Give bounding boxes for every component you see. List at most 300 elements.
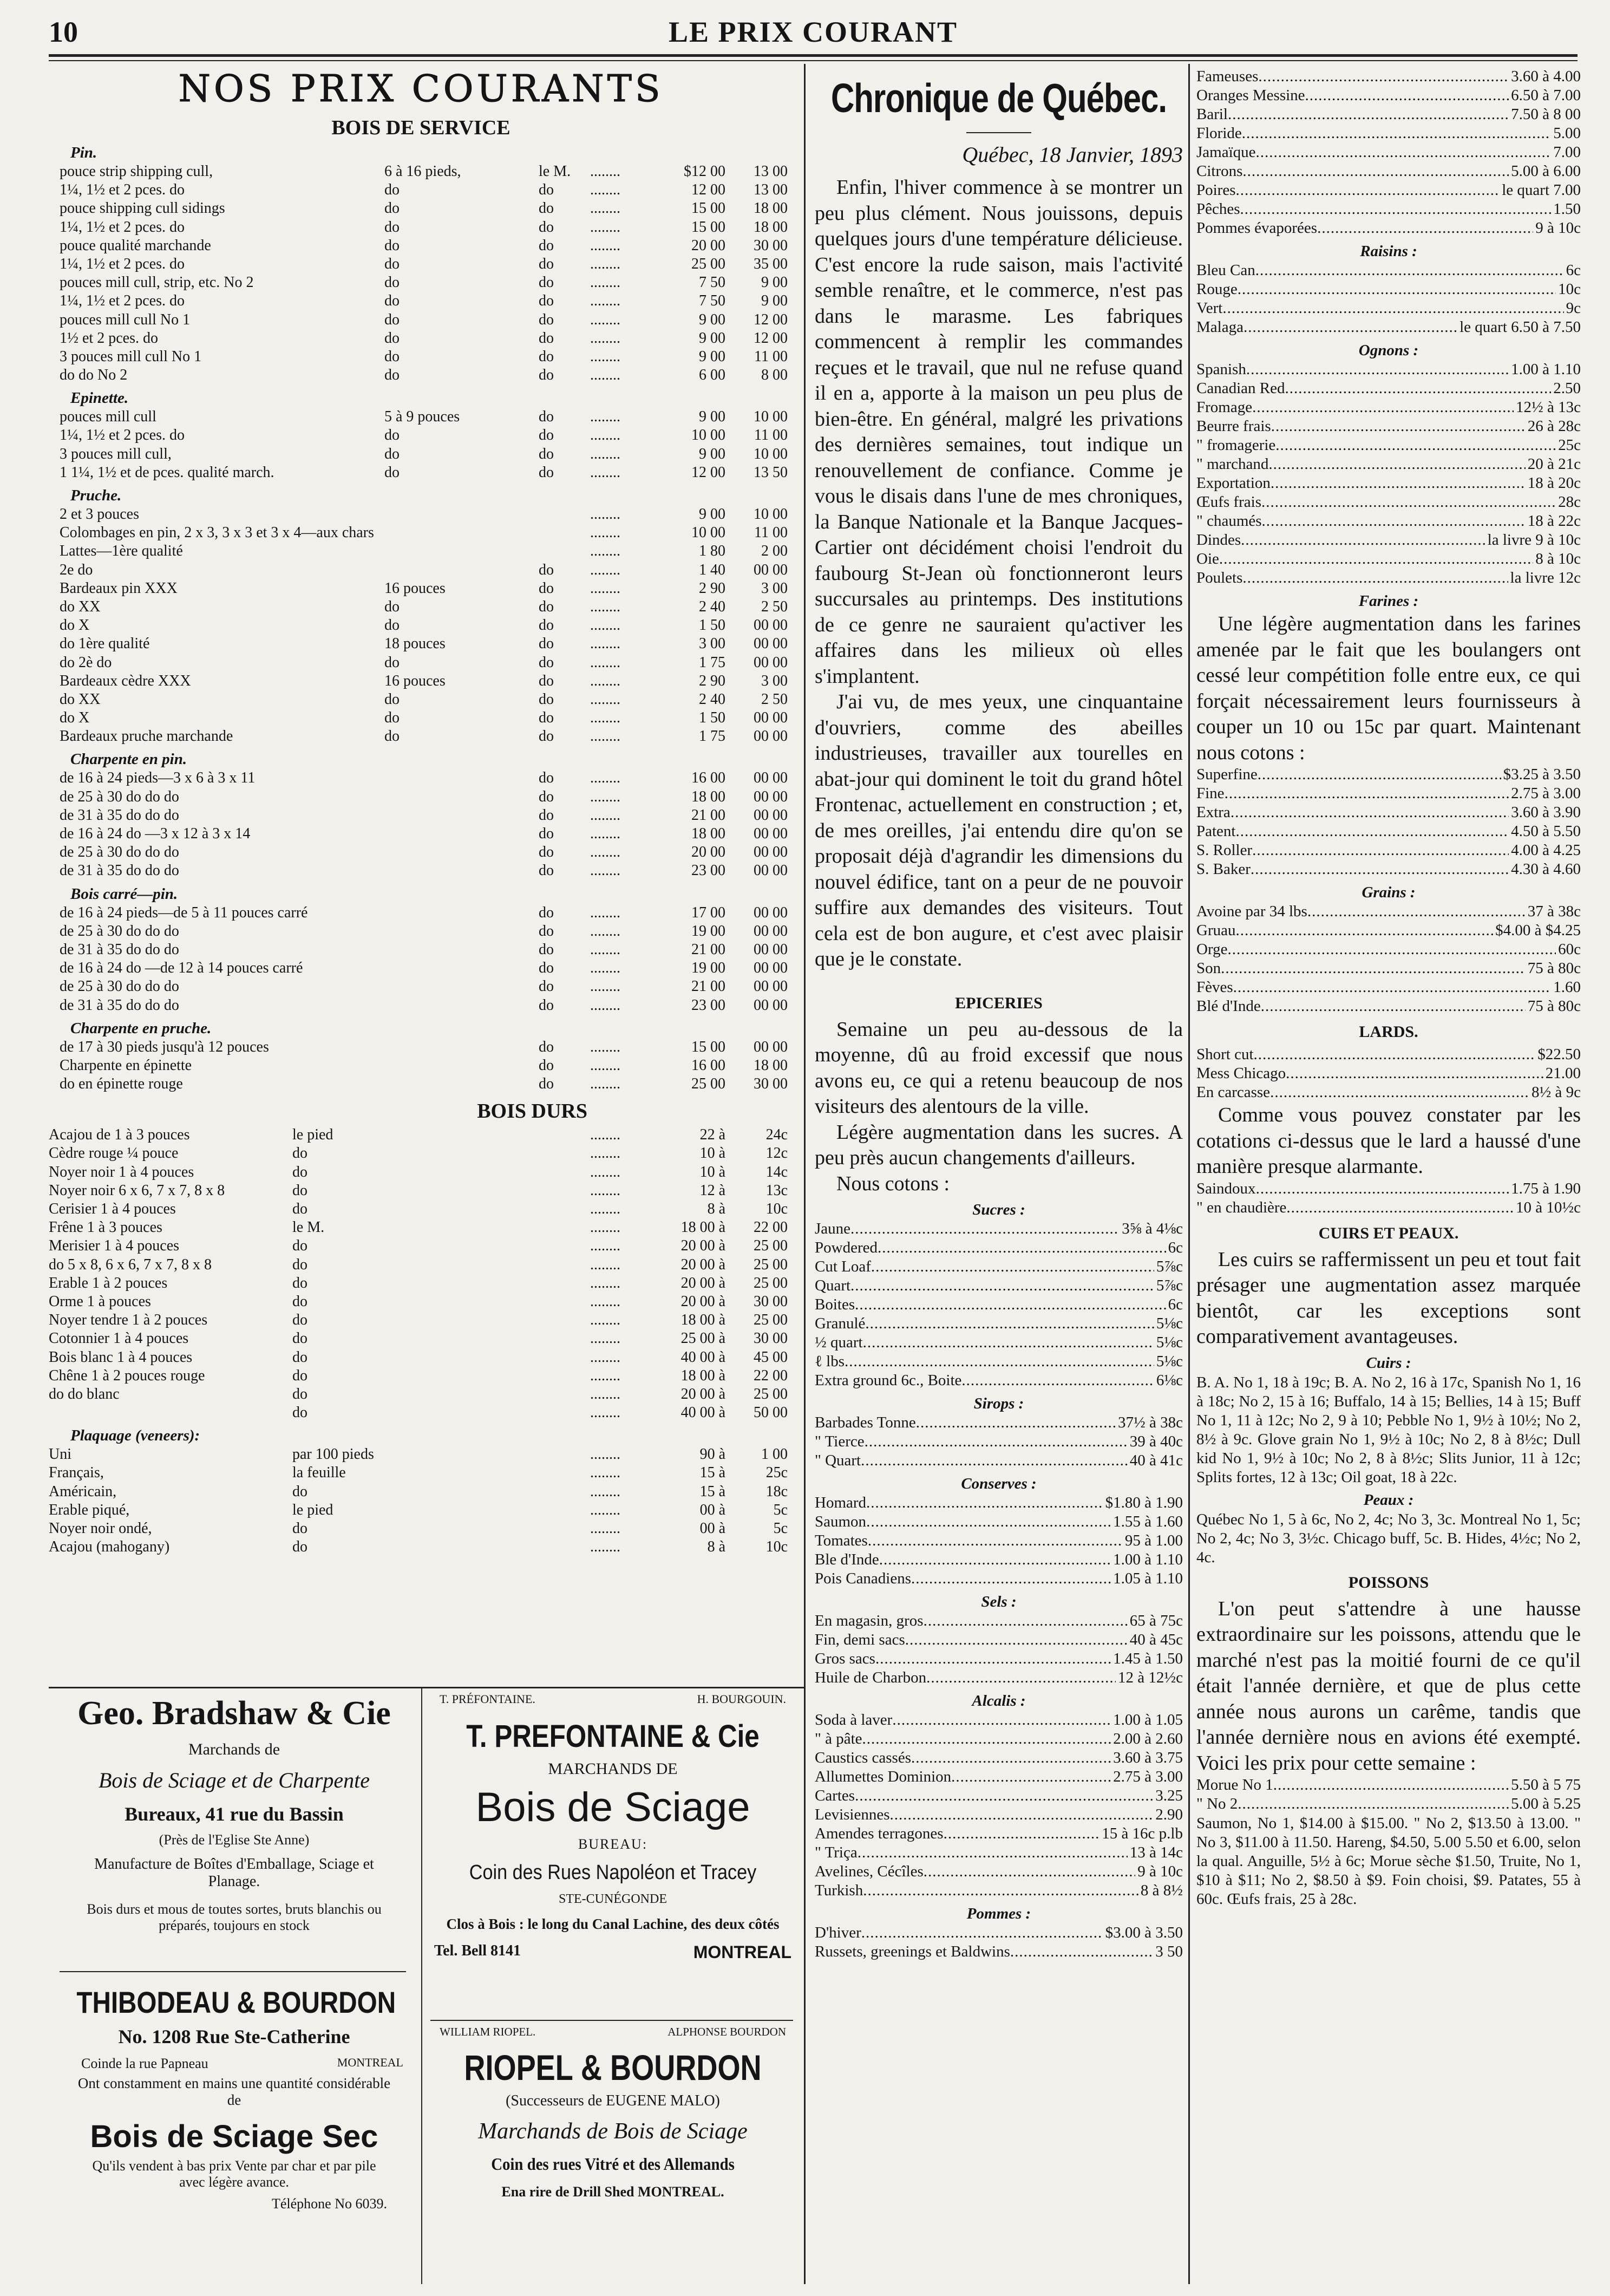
item-spec: do bbox=[384, 181, 400, 199]
item-dots: ........ bbox=[590, 1483, 620, 1500]
price-high: 25 00 bbox=[754, 1256, 788, 1273]
item-unit: do bbox=[539, 617, 554, 634]
item-spec: do bbox=[384, 690, 400, 708]
price-row bbox=[815, 1924, 1183, 1943]
item-dots: ........ bbox=[590, 218, 620, 236]
item-unit: do bbox=[539, 274, 554, 291]
price-low: 9 00 bbox=[699, 311, 725, 328]
item-price: 4.00 à 4.25 bbox=[1511, 842, 1581, 859]
price-low: 19 00 bbox=[691, 922, 725, 940]
item-dots: ........ bbox=[590, 941, 620, 958]
price-high: 00 00 bbox=[754, 960, 788, 977]
item-dots: ........ bbox=[590, 1330, 620, 1347]
leader-dots bbox=[1258, 68, 1509, 87]
price-low: 10 00 bbox=[691, 524, 725, 542]
item-dots: ........ bbox=[590, 348, 620, 365]
price-row bbox=[49, 464, 793, 482]
masthead-rule-thin bbox=[49, 60, 1578, 61]
price-row bbox=[49, 580, 793, 598]
item-price: 3 50 bbox=[1155, 1943, 1183, 1960]
leader-dots bbox=[1010, 1943, 1153, 1962]
leader-dots bbox=[868, 1532, 1123, 1551]
item-price: 2.75 à 3.00 bbox=[1113, 1768, 1183, 1785]
item-spec: do bbox=[384, 255, 400, 272]
leader-dots bbox=[1231, 804, 1509, 823]
item-spec: do bbox=[384, 200, 400, 217]
ad-line: Clos à Bois : le long du Canal Lachine, des deux côtés bbox=[446, 1916, 780, 1932]
newspaper-title: LE PRIX COURANT bbox=[668, 16, 958, 48]
item-unit: do bbox=[539, 255, 554, 272]
item-name: Citrons bbox=[1196, 162, 1243, 180]
item-dots: ........ bbox=[590, 163, 620, 180]
item-spec: do bbox=[384, 274, 400, 291]
price-row bbox=[49, 1219, 793, 1237]
ad-line: Manufacture de Boîtes d'Emballage, Sciage et Planage. bbox=[94, 1856, 374, 1890]
item-unit: do bbox=[539, 788, 554, 805]
item-name: Jaune bbox=[815, 1220, 851, 1237]
item-price: 6c bbox=[1566, 262, 1581, 279]
item-price: le quart 7.00 bbox=[1502, 181, 1581, 199]
price-high: 00 00 bbox=[754, 996, 788, 1014]
item-dots: ........ bbox=[590, 672, 620, 689]
price-high: 10 00 bbox=[754, 408, 788, 426]
item-spec: do bbox=[384, 237, 400, 254]
item-name: Blé d'Inde bbox=[1196, 997, 1261, 1015]
item-name: Pommes évaporées bbox=[1196, 219, 1318, 237]
price-high: 00 00 bbox=[754, 617, 788, 634]
item-unit: do bbox=[292, 1538, 307, 1556]
item-price: 4.50 à 5.50 bbox=[1511, 823, 1581, 840]
item-price: 3.25 bbox=[1155, 1787, 1183, 1804]
item-unit: do bbox=[539, 181, 554, 199]
price-row bbox=[815, 1749, 1183, 1768]
leader-dots bbox=[855, 1787, 1153, 1806]
item-unit: do bbox=[539, 1038, 554, 1055]
item-unit: do bbox=[292, 1312, 307, 1329]
price-high: 25 00 bbox=[754, 1312, 788, 1329]
item-name: Tomates bbox=[815, 1532, 868, 1549]
price-high: 25 00 bbox=[754, 1385, 788, 1403]
price-subheading: Ognons : bbox=[1358, 342, 1419, 359]
item-name: " à pâte bbox=[815, 1730, 862, 1747]
item-spec: do bbox=[384, 445, 400, 462]
price-row bbox=[49, 904, 793, 923]
item-name: Quart bbox=[815, 1277, 851, 1294]
item-spec: 18 pouces bbox=[384, 635, 446, 653]
price-subheading: Sirops : bbox=[973, 1395, 1024, 1412]
price-high: 25c bbox=[765, 1464, 788, 1482]
leader-dots bbox=[866, 1494, 1103, 1513]
price-subheading: Bois carré—pin. bbox=[70, 885, 178, 903]
price-row bbox=[1196, 68, 1581, 87]
ad-thibodeau bbox=[49, 1985, 420, 2212]
item-price: 25c bbox=[1558, 436, 1581, 454]
price-row bbox=[815, 1353, 1183, 1372]
price-row bbox=[49, 274, 793, 292]
leader-dots bbox=[1246, 361, 1509, 380]
item-price: 13 à 14c bbox=[1129, 1844, 1183, 1861]
item-price: 37 à 38c bbox=[1527, 903, 1581, 920]
item-name: do 1ère qualité bbox=[60, 635, 150, 653]
price-high: 00 00 bbox=[754, 654, 788, 671]
price-high: 35 00 bbox=[754, 255, 788, 272]
price-row bbox=[815, 1239, 1183, 1258]
price-row bbox=[1196, 144, 1581, 162]
ad-line: (Près de l'Eglise Ste Anne) bbox=[159, 1832, 310, 1848]
price-low: 00 à bbox=[699, 1501, 725, 1518]
item-price: 5.00 à 5.25 bbox=[1511, 1795, 1581, 1812]
price-row bbox=[815, 1612, 1183, 1631]
price-high: 2 50 bbox=[761, 690, 788, 708]
item-name: S. Roller bbox=[1196, 842, 1253, 859]
leader-dots bbox=[1238, 1795, 1509, 1814]
section-heading-cuirs: CUIRS ET PEAUX. bbox=[1318, 1224, 1459, 1242]
item-dots: ........ bbox=[590, 904, 620, 921]
item-spec: do bbox=[384, 329, 400, 347]
item-unit: do bbox=[292, 1520, 307, 1537]
item-name: de 25 à 30 do do do bbox=[60, 922, 179, 940]
item-name: Bleu Can bbox=[1196, 262, 1255, 279]
item-price: 40 à 45c bbox=[1129, 1631, 1183, 1648]
price-low: 2 90 bbox=[699, 579, 725, 597]
item-price: 9 à 10c bbox=[1535, 219, 1581, 237]
item-price: 12 à 12½c bbox=[1118, 1669, 1183, 1686]
item-name: " en chaudière bbox=[1196, 1198, 1287, 1216]
item-dots: ........ bbox=[590, 1446, 620, 1463]
price-row bbox=[49, 1275, 793, 1293]
item-price: le quart 6.50 à 7.50 bbox=[1460, 318, 1581, 336]
leader-dots bbox=[911, 1570, 1111, 1589]
item-name: " Tierce bbox=[815, 1433, 865, 1450]
item-spec: do bbox=[384, 311, 400, 328]
item-unit: do bbox=[292, 1483, 307, 1500]
item-price: 5.50 à 5 75 bbox=[1511, 1776, 1581, 1793]
item-name: Granulé bbox=[815, 1315, 866, 1332]
item-name: Orge bbox=[1196, 941, 1228, 958]
price-row bbox=[49, 1538, 793, 1557]
price-high: 50 00 bbox=[754, 1404, 788, 1421]
item-name: 3 pouces mill cull No 1 bbox=[60, 348, 202, 365]
item-name: ½ quart bbox=[815, 1334, 863, 1351]
item-name: do XX bbox=[60, 598, 101, 615]
price-row bbox=[49, 1502, 793, 1520]
price-low: 9 00 bbox=[699, 348, 725, 365]
item-price: 2.90 bbox=[1155, 1806, 1183, 1823]
price-high: 9 00 bbox=[761, 292, 788, 310]
price-low: 1 50 bbox=[699, 617, 725, 634]
item-unit: do bbox=[292, 1201, 307, 1217]
chronicle-column bbox=[815, 68, 1183, 2288]
price-high: 00 00 bbox=[754, 728, 788, 745]
ad-phone: Téléphone No 6039. bbox=[271, 2196, 387, 2212]
item-name: " fromagerie bbox=[1196, 436, 1276, 454]
price-row bbox=[49, 1237, 793, 1256]
leader-dots bbox=[861, 1924, 1103, 1943]
item-name: Caustics cassés bbox=[815, 1749, 911, 1766]
section-heading-lards: LARDS. bbox=[1359, 1023, 1418, 1041]
item-dots: ........ bbox=[590, 806, 620, 824]
price-low: 10 à bbox=[699, 1163, 725, 1180]
price-row bbox=[49, 728, 793, 746]
leader-dots bbox=[961, 1372, 1154, 1391]
price-low: 18 00 à bbox=[680, 1312, 725, 1329]
price-row bbox=[49, 769, 793, 788]
ad-address: No. 1208 Rue Ste-Catherine bbox=[118, 2026, 350, 2047]
item-dots: ........ bbox=[590, 1038, 620, 1055]
price-low: 15 00 bbox=[691, 218, 725, 236]
item-unit: la feuille bbox=[292, 1464, 346, 1482]
item-price: $22.50 bbox=[1537, 1046, 1581, 1063]
price-row bbox=[49, 1367, 793, 1386]
price-high: 10 00 bbox=[754, 445, 788, 462]
ad-line: Bois de Sciage et de Charpente bbox=[99, 1768, 370, 1792]
item-unit: do bbox=[292, 1256, 307, 1273]
price-high: 00 00 bbox=[754, 806, 788, 824]
article-paragraph: J'ai vu, de mes yeux, une cinquantaine d'ouvriers, comme des abeilles industrieuses, travailler aux tourelles en abat-jour qui dominent le toit du grand hôtel Frontenac, actuellement en construction ; et, de mes oreilles, j'ai entendu dire qu'on se proposait déjà d'agrandir les dimensions du nouvel édifice, tant on a peur de ne pouvoir suffire aux demandes des visiteurs. Tout cela est de bon augure, et c'est avec plaisir que je le constate. bbox=[815, 690, 1183, 970]
price-high: 12 00 bbox=[754, 329, 788, 347]
leader-dots bbox=[862, 1730, 1111, 1749]
item-unit: do bbox=[292, 1274, 307, 1292]
item-price: 4.30 à 4.60 bbox=[1511, 860, 1581, 878]
item-dots: ........ bbox=[590, 1274, 620, 1292]
price-row bbox=[815, 1433, 1183, 1452]
price-row bbox=[1196, 997, 1581, 1016]
price-low: 20 00 à bbox=[680, 1385, 725, 1403]
item-name: de 31 à 35 do do do bbox=[60, 806, 179, 824]
ad-line: STE-CUNÉGONDE bbox=[559, 1892, 667, 1906]
item-dots: ........ bbox=[590, 635, 620, 653]
price-low: 1 75 bbox=[699, 654, 725, 671]
price-subheading: Alcalis : bbox=[972, 1692, 1026, 1710]
leader-dots bbox=[905, 1631, 1128, 1650]
item-unit: do bbox=[539, 654, 554, 671]
item-price: 21.00 bbox=[1545, 1065, 1581, 1082]
item-name: 1 1¼, 1½ et de pces. qualité march. bbox=[60, 464, 274, 481]
price-low: 12 00 bbox=[691, 181, 725, 199]
article-paragraph: Légère augmentation dans les sucres. A peu près aucun changements d'ailleurs. bbox=[815, 1120, 1183, 1169]
item-price: 2.75 à 3.00 bbox=[1511, 785, 1581, 802]
item-unit: do bbox=[539, 1075, 554, 1093]
item-name: Canadian Red bbox=[1196, 380, 1285, 397]
price-high: 11 00 bbox=[754, 524, 788, 542]
item-name: do do blanc bbox=[49, 1385, 120, 1403]
price-row bbox=[49, 825, 793, 844]
item-spec: 5 à 9 pouces bbox=[384, 408, 460, 426]
item-price: 75 à 80c bbox=[1527, 960, 1581, 977]
price-row bbox=[1196, 399, 1581, 418]
ad-line: Bois durs et mous de toutes sortes, bruts blanchis ou préparés, toujours en stock bbox=[87, 1901, 382, 1933]
item-dots: ........ bbox=[590, 1501, 620, 1518]
item-name: Oranges Messine bbox=[1196, 87, 1305, 104]
subheading-grains: Grains : bbox=[1362, 884, 1416, 901]
item-dots: ........ bbox=[590, 728, 620, 745]
item-unit: do bbox=[539, 709, 554, 727]
item-spec: do bbox=[384, 427, 400, 444]
item-price: 5⅞c bbox=[1156, 1277, 1183, 1294]
leader-dots bbox=[1241, 531, 1485, 550]
item-unit: do bbox=[292, 1367, 307, 1384]
price-high: 13 50 bbox=[754, 464, 788, 481]
item-dots: ........ bbox=[590, 543, 620, 560]
item-unit: do bbox=[539, 427, 554, 444]
price-low: 8 à bbox=[707, 1201, 725, 1217]
price-row bbox=[815, 1787, 1183, 1806]
page-number: 10 bbox=[49, 16, 78, 48]
item-name: Avelines, Cécîles bbox=[815, 1863, 924, 1880]
ad-address-row bbox=[49, 2056, 420, 2075]
item-unit: do bbox=[539, 348, 554, 365]
price-row bbox=[1196, 512, 1581, 531]
leader-dots bbox=[863, 1334, 1154, 1353]
leader-dots bbox=[1251, 860, 1509, 879]
price-row bbox=[1196, 1776, 1581, 1795]
price-row bbox=[49, 1312, 793, 1330]
item-name: Son bbox=[1196, 960, 1221, 977]
price-row bbox=[1196, 181, 1581, 200]
price-row bbox=[815, 1296, 1183, 1315]
price-row bbox=[1196, 842, 1581, 860]
leader-dots bbox=[924, 1863, 1135, 1882]
item-unit: le pied bbox=[292, 1126, 333, 1144]
item-name: Vert bbox=[1196, 299, 1223, 317]
leader-dots bbox=[1221, 960, 1526, 979]
item-name: Fèves bbox=[1196, 979, 1233, 996]
leader-dots bbox=[1235, 922, 1493, 941]
price-low: 2 40 bbox=[699, 598, 725, 615]
price-row bbox=[815, 1863, 1183, 1882]
item-unit: le M. bbox=[539, 163, 571, 180]
item-price: 3.60 à 3.75 bbox=[1113, 1749, 1183, 1766]
item-name: 1¼, 1½ et 2 pces. do bbox=[60, 292, 185, 310]
price-row bbox=[49, 1075, 793, 1094]
price-subheading: Sucres : bbox=[972, 1201, 1025, 1218]
lard-price-list-2 bbox=[1196, 1180, 1581, 1218]
price-row bbox=[49, 635, 793, 654]
item-dots: ........ bbox=[590, 1256, 620, 1273]
item-name: Lattes—1ère qualité bbox=[60, 543, 183, 560]
farines-paragraph: Une légère augmentation dans les farines amenée par le fait que les boulangers ont cessé leur compétition folle entre eux, ce qui forçait nécessairement leurs fournisseurs à couper un 10 ou 15c par quart. Maintenant nous cotons : bbox=[1196, 612, 1581, 764]
price-row bbox=[49, 617, 793, 635]
price-row bbox=[1196, 531, 1581, 550]
price-low: 18 00 bbox=[691, 788, 725, 805]
price-row bbox=[1196, 474, 1581, 493]
item-price: 3.60 à 3.90 bbox=[1511, 804, 1581, 821]
item-name: Bardeaux pin XXX bbox=[60, 579, 178, 597]
item-name: Homard bbox=[815, 1494, 867, 1511]
price-high: 18c bbox=[765, 1483, 788, 1500]
price-row bbox=[49, 1386, 793, 1404]
price-row bbox=[815, 1551, 1183, 1570]
item-price: 15 à 16c p.lb bbox=[1102, 1825, 1183, 1842]
price-low: 15 à bbox=[699, 1464, 725, 1482]
price-row bbox=[49, 997, 793, 1015]
item-unit: do bbox=[539, 561, 554, 578]
item-price: 5.00 à 6.00 bbox=[1511, 162, 1581, 180]
cuirs-prices: B. A. No 1, 18 à 19c; B. A. No 2, 16 à 17c, Spanish No 1, 16 à 18c; No 2, 15 à 16; Buffalo, 14 à 15; Bellies, 14 à 15; Buff No 1, 11 à 12c; No 2, 9 à 10; Pebble No 1, 9½ à 10½; No 2, 8½ à 9c. Glove grain No 1, 9½ à 10c; No 2, 8 à 8½c; Dull kid No 1, 9½ à 10c; No 2, 8 à 8½c; Slits Junior, 11 à 12c; Splits fortes, 12 à 13c; Oil goat, 18 à 22c. bbox=[1196, 1373, 1581, 1486]
item-name: Fromage bbox=[1196, 399, 1253, 416]
price-high: 12c bbox=[765, 1145, 788, 1162]
price-high: 3 00 bbox=[761, 579, 788, 597]
price-row bbox=[49, 598, 793, 617]
item-price: 95 à 1.00 bbox=[1124, 1532, 1183, 1549]
leader-dots bbox=[1270, 1084, 1529, 1103]
item-spec: do bbox=[384, 218, 400, 236]
item-name: Fin, demi sacs bbox=[815, 1631, 905, 1648]
item-dots: ........ bbox=[590, 181, 620, 199]
leader-dots bbox=[875, 1650, 1111, 1669]
item-unit: do bbox=[539, 598, 554, 615]
price-row bbox=[49, 844, 793, 862]
price-high: 22 00 bbox=[754, 1367, 788, 1384]
item-name: Cut Loaf bbox=[815, 1258, 871, 1275]
item-unit: do bbox=[539, 464, 554, 481]
item-name: do X bbox=[60, 617, 90, 634]
leader-dots bbox=[911, 1749, 1111, 1768]
item-name: Frêne 1 à 3 pouces bbox=[49, 1219, 162, 1236]
price-high: 30 00 bbox=[754, 1293, 788, 1310]
price-row bbox=[815, 1570, 1183, 1589]
leader-dots bbox=[1244, 318, 1457, 337]
leader-dots bbox=[1262, 512, 1526, 531]
price-row bbox=[815, 1825, 1183, 1844]
price-row bbox=[1196, 493, 1581, 512]
leader-dots bbox=[924, 1612, 1128, 1631]
price-row bbox=[49, 446, 793, 464]
price-subheading: Pommes : bbox=[966, 1905, 1031, 1922]
item-name: Morue No 1 bbox=[1196, 1776, 1273, 1793]
column-rule-1 bbox=[804, 64, 806, 2284]
item-price: la livre 12c bbox=[1510, 569, 1581, 586]
price-row bbox=[1196, 455, 1581, 474]
item-name: Merisier 1 à 4 pouces bbox=[49, 1237, 180, 1255]
price-row bbox=[49, 709, 793, 728]
price-row bbox=[815, 1220, 1183, 1239]
item-dots: ........ bbox=[590, 1075, 620, 1093]
price-low: 25 00 à bbox=[680, 1330, 725, 1347]
price-row bbox=[49, 691, 793, 709]
price-row bbox=[815, 1532, 1183, 1551]
ad-phone: Tel. Bell 8141 bbox=[434, 1942, 521, 1959]
item-unit: do bbox=[539, 237, 554, 254]
item-name: de 16 à 24 pieds—de 5 à 11 pouces carré bbox=[60, 904, 308, 921]
leader-dots bbox=[1317, 219, 1533, 238]
item-name: 1¼, 1½ et 2 pces. do bbox=[60, 255, 185, 272]
price-row bbox=[49, 1039, 793, 1057]
item-name: pouces mill cull, strip, etc. No 2 bbox=[60, 274, 254, 291]
item-name: Uni bbox=[49, 1446, 71, 1463]
item-name: Avoine par 34 lbs bbox=[1196, 903, 1307, 920]
item-name: pouce qualité marchande bbox=[60, 237, 211, 254]
item-name: de 31 à 35 do do do bbox=[60, 941, 179, 958]
item-name: de 31 à 35 do do do bbox=[60, 862, 179, 879]
item-unit: do bbox=[539, 1056, 554, 1074]
item-dots: ........ bbox=[590, 825, 620, 842]
price-row bbox=[49, 524, 793, 543]
item-unit: do bbox=[539, 200, 554, 217]
subheading-cuirs: Cuirs : bbox=[1366, 1354, 1411, 1372]
item-dots: ........ bbox=[590, 1056, 620, 1074]
price-low: 2 90 bbox=[699, 672, 725, 689]
item-unit: do bbox=[539, 806, 554, 824]
price-row bbox=[49, 506, 793, 524]
price-subheading: Charpente en pin. bbox=[70, 751, 187, 768]
price-row bbox=[49, 1483, 793, 1502]
item-dots: ........ bbox=[590, 769, 620, 787]
price-low: 21 00 bbox=[691, 806, 725, 824]
price-high: 00 00 bbox=[754, 561, 788, 578]
price-row bbox=[49, 1256, 793, 1275]
hardwood-price-list bbox=[49, 1126, 793, 1557]
